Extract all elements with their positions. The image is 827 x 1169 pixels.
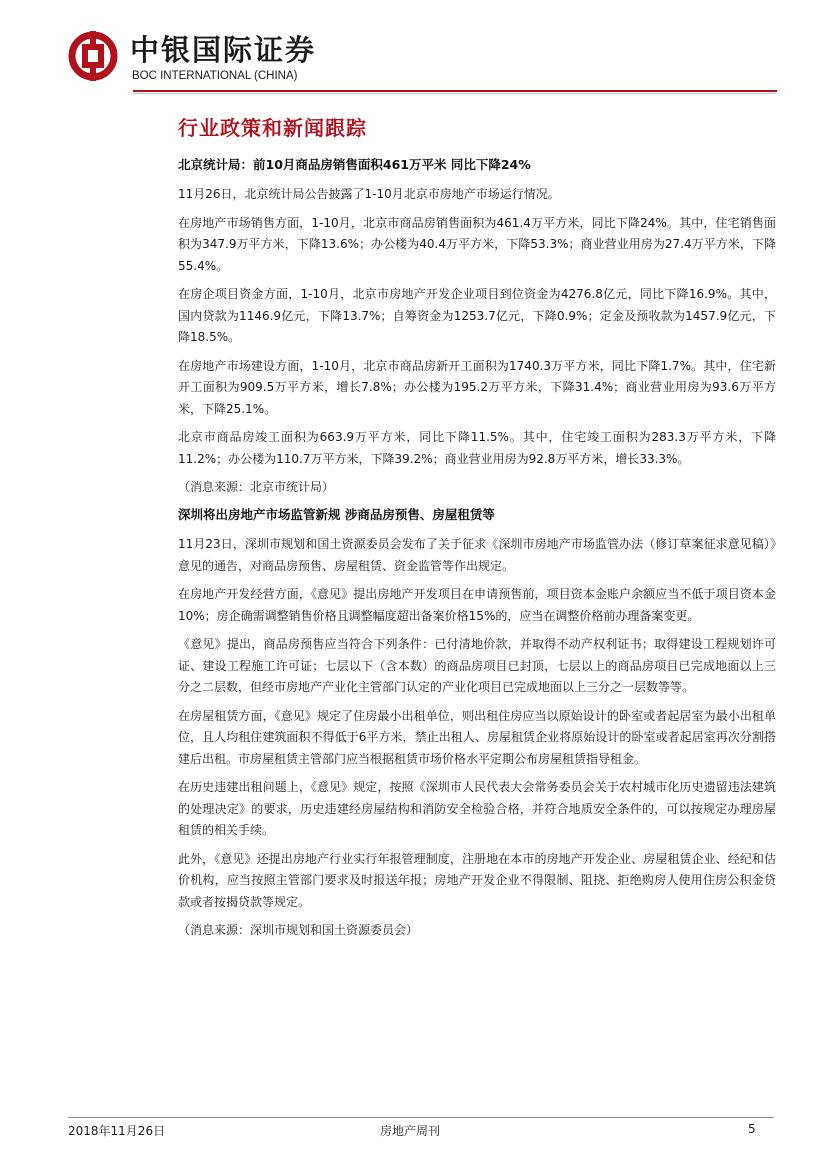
paragraph: 在历史违建出租问题上，《意见》规定，按照《深圳市人民代表大会常务委员会关于农村城市化历史遗留违法建筑的处理决定》的要求，历史违建经房屋结构和消防安全检验合格，并符合地质安全条件的，可以按规定办理房屋租赁的相关手续。 (178, 780, 776, 837)
article-body (178, 156, 776, 949)
news-source: （消息来源：深圳市规划和国土资源委员会） (178, 923, 419, 937)
brand-name-chinese: 中银国际证券 (130, 33, 317, 67)
footer-date: 2018年11月26日 (68, 1124, 166, 1138)
paragraph: 《意见》提出，商品房预售应当符合下列条件：已付清地价款，并取得不动产权利证书；取得建设工程规划许可证、建设工程施工许可证；七层以下（含本数）的商品房项目已封顶，七层以上的商品房项目已完成地面以上三分之二层数，但经市房地产产业化主管部门认定的产业化项目已完成地面以上三分之一层数等等。 (178, 637, 776, 694)
paragraph: 此外，《意见》还提出房地产行业实行年报管理制度，注册地在本市的房地产开发企业、房屋租赁企业、经纪和估价机构，应当按照主管部门要求及时报送年报；房地产开发企业不得限制、阻挠、拒绝购房人使用住房公积金贷款或者按揭贷款等规定。 (178, 851, 776, 909)
footer-publication-title: 房地产周刊 (380, 1124, 441, 1138)
paragraph: 在房地产开发经营方面，《意见》提出房地产开发项目在申请预售前，项目资本金账户余额应当不低于项目资本金10%；房企确需调整销售价格且调整幅度超出备案价格15%的，应当在调整价格前办理备案变更。 (178, 587, 776, 623)
paragraph: 北京市商品房竣工面积为663.9万平方米，同比下降11.5%。其中，住宅竣工面积为283.3万平方米，下降11.2%；办公楼为110.7万平方米，下降39.2%；商业营业用房为92.8万平方米，增长33.3%。 (178, 430, 776, 466)
article-headline: 深圳将出房地产市场监管新规 涉商品房预售、房屋租赁等 (178, 507, 495, 522)
paragraph: 在房屋租赁方面，《意见》规定了住房最小出租单位，则出租住房应当以原始设计的卧室或者起居室为最小出租单位，且人均租住建筑面积不得低于6平方米，禁止出租人、房屋租赁企业将原始设计的卧室或者起居室再次分割搭建后出租。市房屋租赁主管部门应当根据租赁市场价格水平定期公布房屋租赁指导租金。 (178, 708, 776, 766)
news-source: （消息来源：北京市统计局） (178, 480, 335, 494)
article-beijing (178, 156, 776, 498)
footer-divider (68, 1117, 774, 1118)
header-divider (133, 90, 777, 92)
page-number: 5 (748, 1122, 756, 1136)
brand-name-english: BOC INTERNATIONAL (CHINA) (132, 70, 298, 82)
paragraph: 11月26日，北京统计局公告披露了1-10月北京市房地产市场运行情况。 (178, 187, 560, 201)
article-headline: 北京统计局：前10月商品房销售面积461万平米 同比下降24% (178, 157, 531, 172)
page-header (0, 0, 827, 100)
boc-coin-logo-icon (68, 31, 118, 81)
article-shenzhen (178, 506, 776, 941)
paragraph: 在房企项目资金方面，1-10月，北京市房地产开发企业项目到位资金为4276.8亿元，同比下降16.9%。其中，国内贷款为1146.9亿元，下降13.7%；自筹资金为1253.7亿元，下降0.9%；定金及预收款为1457.9亿元，下降18.5%。 (178, 287, 776, 344)
section-title: 行业政策和新闻跟踪 (178, 116, 367, 140)
paragraph: 在房地产市场建设方面，1-10月，北京市商品房新开工面积为1740.3万平方米，同比下降1.7%。其中，住宅新开工面积为909.5万平方米，增长7.8%；办公楼为195.2万平方米，下降31.4%；商业营业用房为93.6万平方米，下降25.1%。 (178, 358, 776, 416)
header-divider-secondary (133, 93, 777, 94)
paragraph: 在房地产市场销售方面，1-10月，北京市商品房销售面积为461.4万平方米，同比下降24%。其中，住宅销售面积为347.9万平方米，下降13.6%；办公楼为40.4万平方米，下降53.3%；商业营业用房为27.4万平方米，下降55.4%。 (178, 215, 776, 273)
paragraph: 11月23日，深圳市规划和国土资源委员会发布了关于征求《深圳市房地产市场监管办法（修订草案征求意见稿）》意见的通告，对商品房预售、房屋租赁、资金监管等作出规定。 (178, 537, 776, 573)
